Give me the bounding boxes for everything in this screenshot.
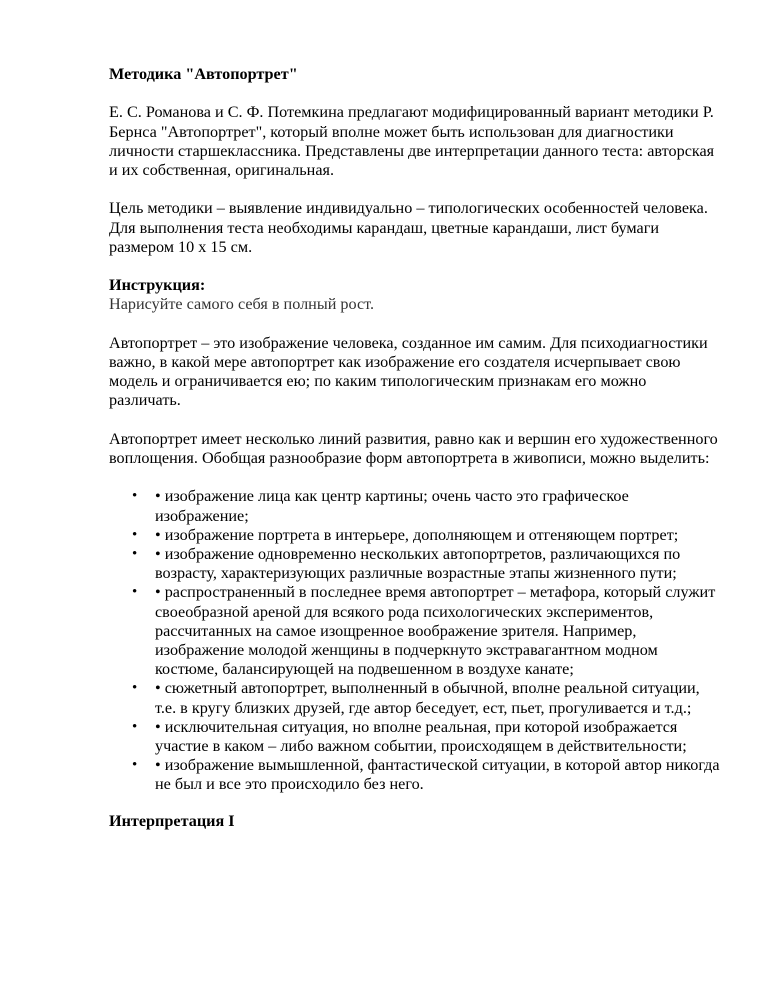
- list-item: [109, 679, 721, 717]
- bullet-icon: •: [132, 526, 138, 543]
- bullet-icon: •: [132, 584, 138, 601]
- list-item: [109, 718, 721, 756]
- list-item: [109, 487, 721, 525]
- list-item-text: • исключительная ситуация, но вполне реальная, при которой изображается участие в каком – либо важном событии, происходящем в действительности;: [155, 717, 687, 756]
- bullet-icon: •: [132, 718, 138, 735]
- list-item-text: • изображение одновременно нескольких автопортретов, различающихся по возрасту, характеризующих различные возрастные этапы жизненного пути;: [155, 544, 681, 583]
- instruction-text: Нарисуйте самого себя в полный рост.: [109, 295, 375, 314]
- list-item-text: • изображение портрета в интерьере, дополняющем и отгеняющем портрет;: [155, 525, 679, 544]
- bullet-icon: •: [132, 488, 138, 505]
- instruction-heading: Инструкция:: [109, 276, 206, 295]
- list-item-text: • распространенный в последнее время автопортрет – метафора, который служит своеобразной ареной для всякого рода психологических экспериментов, рассчитанных на самое изощренное воображение зрителя. Например, изображение молодой женщины в подчеркнуто экстравагантном модном костюме, балансирующей на подвешенном в воздухе канате;: [155, 583, 716, 679]
- list-item-text: • сюжетный автопортрет, выполненный в обычной, вполне реальной ситуации, т.е. в кругу близких друзей, где автор беседует, ест, пьет, прогуливается и т.д.;: [155, 679, 700, 717]
- list-item: [109, 545, 721, 583]
- list-item-text: • изображение вымышленной, фантастической ситуации, в которой автор никогда не был и все это происходило без него.: [155, 756, 720, 794]
- list-item: [109, 526, 721, 545]
- definition-paragraph: Автопортрет – это изображение человека, созданное им самим. Для психодиагностики важно, в какой мере автопортрет как изображение его создателя исчерпывает свою модель и ограничивается ею; по каким типологическим признакам его можно различать.: [109, 333, 708, 410]
- page-title: Методика "Автопортрет": [109, 65, 298, 83]
- intro-paragraph: Е. С. Романова и С. Ф. Потемкина предлагают модифицированный вариант методики Р. Бернса "Автопортрет", который вполне может быть использован для диагностики личности старшеклассника. Представлены две интерпретации данного теста: авторская и их собственная, оригинальная.: [109, 103, 715, 179]
- goal-paragraph: Цель методики – выявление индивидуально – типологических особенностей человека. Для выполнения теста необходимы карандаш, цветные карандаши, лист бумаги размером 10 х 15 см.: [109, 199, 708, 256]
- bullet-icon: •: [132, 545, 138, 562]
- list-item: [109, 583, 721, 679]
- section-heading: Интерпретация I: [109, 811, 235, 830]
- lines-paragraph: Автопортрет имеет несколько линий развития, равно как и вершин его художественного воплощения. Обобщая разнообразие форм автопортрета в живописи, можно выделить:: [109, 429, 718, 467]
- list-item: [109, 756, 721, 794]
- forms-list: [109, 487, 721, 794]
- bullet-icon: •: [132, 757, 138, 774]
- bullet-icon: •: [132, 680, 138, 697]
- list-item-text: • изображение лица как центр картины; очень часто это графическое изображение;: [155, 487, 629, 525]
- document-content: [109, 65, 721, 831]
